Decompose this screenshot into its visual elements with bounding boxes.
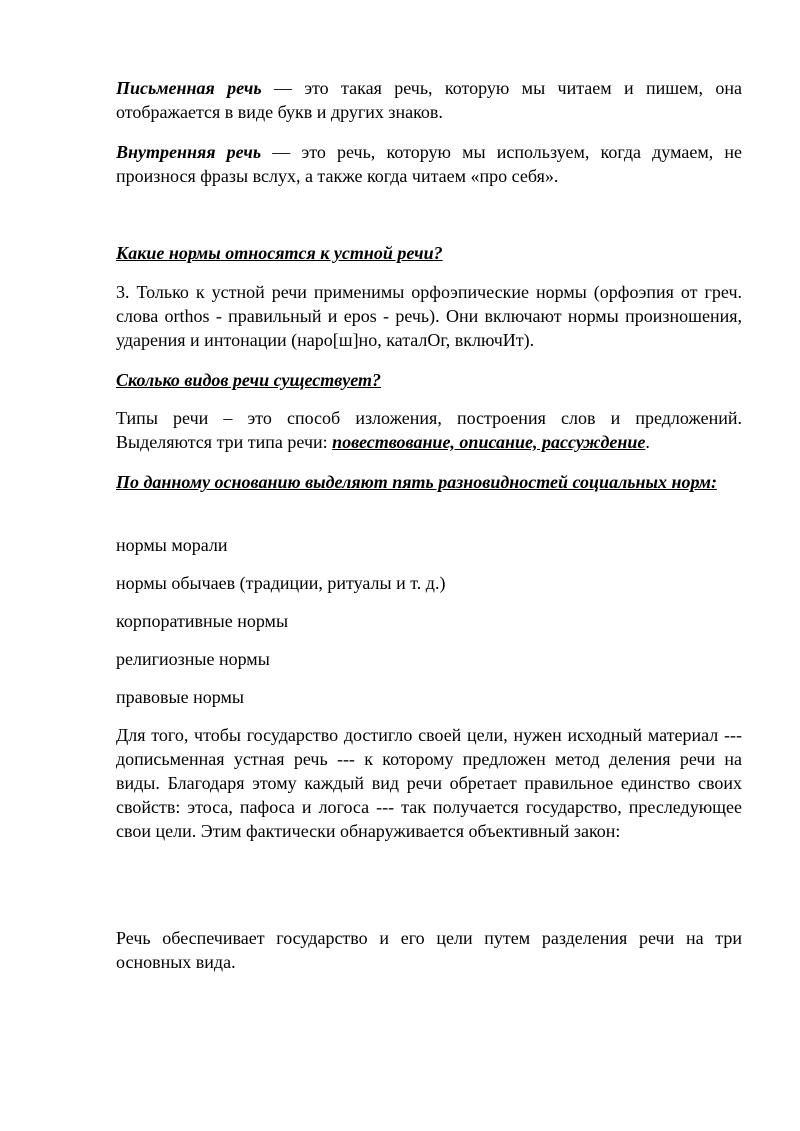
list-item bbox=[116, 609, 742, 633]
paragraph-state-goal bbox=[116, 723, 742, 843]
norm-corporate: корпоративные нормы bbox=[116, 611, 289, 631]
paragraph-orthoepic-norms bbox=[116, 280, 742, 352]
list-item bbox=[116, 685, 742, 709]
norm-morals: нормы морали bbox=[116, 535, 228, 555]
list-item bbox=[116, 533, 742, 557]
list-item bbox=[116, 571, 742, 595]
list-item bbox=[116, 647, 742, 671]
state-goal-text: Для того, чтобы государство достигло своей цели, нужен исходный материал --- дописьменная устная речь --- к которому предложен метод деления речи на виды. Благодаря этому каждый вид речи обретает правильное единство своих свойств: этоса, пафоса и логоса --- так получается государство, преследующее свои цели. Этим фактически обнаруживается объективный закон: bbox=[116, 725, 742, 841]
speech-types-list: повествование, описание, рассуждение bbox=[332, 432, 646, 452]
question-oral-norms bbox=[116, 241, 742, 265]
definition-written-speech: — это такая речь, которую мы читаем и пишем, она отображается в виде букв и других знаков. bbox=[116, 78, 743, 122]
orthoepic-norms-text: 3. Только к устной речи применимы орфоэпические нормы (орфоэпия от греч. слова orthos - правильный и epos - речь). Они включают нормы произношения, ударения и интонации (наро[ш]но, каталОг, включИт). bbox=[116, 282, 742, 350]
speech-types-end: . bbox=[645, 432, 650, 452]
question-social-norms bbox=[116, 470, 742, 494]
term-inner-speech: Внутренняя речь bbox=[116, 142, 262, 162]
definition-inner-speech: — это речь, которую мы используем, когда думаем, не произнося фразы вслух, а также когда читаем «про себя». bbox=[116, 142, 743, 186]
norm-customs: нормы обычаев (традиции, ритуалы и т. д.) bbox=[116, 573, 446, 593]
paragraph-inner-speech bbox=[116, 140, 742, 188]
question-oral-norms-text: Какие нормы относятся к устной речи? bbox=[116, 243, 443, 263]
question-speech-types bbox=[116, 368, 742, 392]
paragraph-written-speech bbox=[116, 76, 742, 124]
norm-legal: правовые нормы bbox=[116, 687, 244, 707]
term-written-speech: Письменная речь bbox=[116, 78, 262, 98]
paragraph-speech-state bbox=[116, 926, 742, 974]
question-social-norms-text: По данному основанию выделяют пять разновидностей социальных норм: bbox=[116, 472, 717, 492]
paragraph-speech-types bbox=[116, 406, 742, 454]
speech-state-text: Речь обеспечивает государство и его цели путем разделения речи на три основных вида. bbox=[116, 928, 742, 972]
norm-religious: религиозные нормы bbox=[116, 649, 270, 669]
question-speech-types-text: Сколько видов речи существует? bbox=[116, 370, 382, 390]
speech-types-intro: Типы речи – это способ изложения, построения слов и предложений. Выделяются три типа речи: bbox=[116, 408, 742, 452]
